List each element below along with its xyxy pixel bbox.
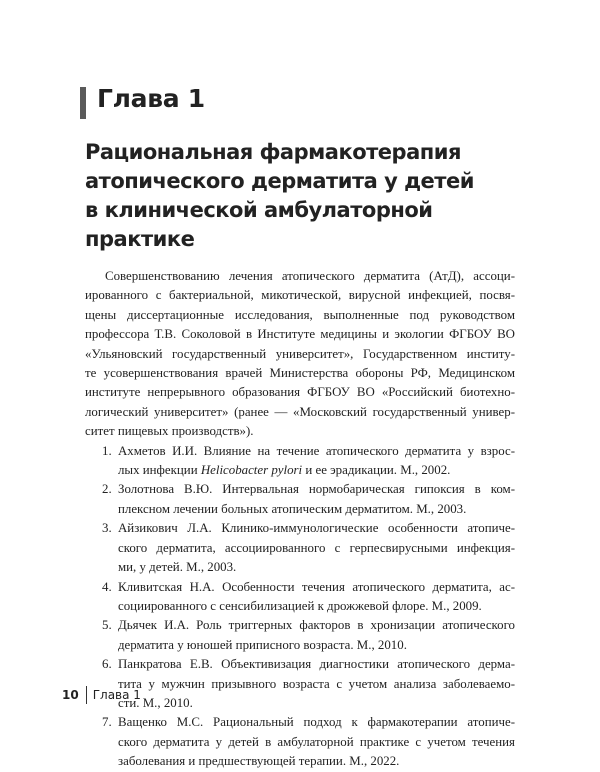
reference-line: Золотнова В.Ю. Интервальная нормобарическая гипоксия в ком- [118, 482, 515, 497]
reference-line: титa у мужчин призывного возраста с учетом анализа заболеваемо- [118, 676, 515, 691]
reference-line [118, 461, 515, 480]
body-text [85, 267, 515, 772]
intro-line: щены диссертационные исследования, выполненные под руководством [85, 307, 515, 322]
reference-line: Ващенко М.С. Рациональный подход к фармакотерапии атопиче- [118, 715, 515, 730]
reference-list [85, 442, 515, 772]
intro-line: ситет пищевых производств»). [85, 424, 254, 439]
reference-line: сти. М., 2010. [118, 695, 193, 710]
reference-number: 3. [102, 521, 112, 536]
reference-item [85, 655, 515, 713]
reference-line: ского дерматита, ассоциированного с герпесвирусными инфекция- [118, 540, 515, 555]
intro-line: те усовершенствования врачей Министерства обороны РФ, Медицинском [85, 366, 515, 381]
reference-text: и ее эрадикации. М., 2002. [302, 463, 451, 478]
intro-paragraph [85, 267, 515, 442]
reference-item [85, 519, 515, 577]
footer-divider [86, 686, 87, 704]
chapter-title-line: атопического дерматита у детей [85, 169, 474, 193]
chapter-title [85, 138, 525, 254]
running-title: Глава 1 [92, 688, 141, 702]
intro-line: логический университет» (ранее — «Московский государственный универ- [85, 404, 515, 419]
reference-line: Дьячек И.А. Роль триггерных факторов в хронизации атопического [118, 618, 515, 633]
chapter-title-line: практике [85, 227, 195, 251]
intro-line: профессора Т.В. Соколовой в Институте медицины и экологии ФГБОУ ВО [85, 327, 515, 342]
reference-item [85, 713, 515, 771]
reference-number: 4. [102, 579, 112, 594]
chapter-title-line: в клинической амбулаторной [85, 198, 433, 222]
page-number: 10 [62, 688, 79, 702]
reference-number: 7. [102, 715, 112, 730]
reference-line: ми, у детей. М., 2003. [118, 560, 237, 575]
reference-item [85, 442, 515, 481]
reference-number: 5. [102, 618, 112, 633]
reference-line: дерматита у юношей приписного возраста. М., 2010. [118, 637, 407, 652]
reference-line: ского дерматита у детей в амбулаторной практике с учетом течения [118, 734, 515, 749]
reference-line: Айзикович Л.А. Клинико-иммунологические особенности атопиче- [118, 521, 515, 536]
reference-number: 1. [102, 443, 112, 458]
reference-item [85, 578, 515, 617]
chapter-label: Глава 1 [97, 84, 205, 113]
chapter-title-line: Рациональная фармакотерапия [85, 140, 461, 164]
chapter-bar [80, 87, 86, 119]
reference-number: 2. [102, 482, 112, 497]
intro-line: «Ульяновский государственный университет», Государственном институ- [85, 346, 515, 361]
reference-line: заболевания и предшествующей терапии. М., 2022. [118, 754, 400, 769]
reference-line: плексном лечении больных атопическим дерматитом. М., 2003. [118, 501, 467, 516]
page-footer [62, 686, 141, 704]
reference-line: социированного с сенсибилизацией к дрожжевой флоре. М., 2009. [118, 598, 482, 613]
reference-number: 6. [102, 657, 112, 672]
intro-line: институте непрерывного образования ФГБОУ ВО «Российский биотехно- [85, 385, 515, 400]
reference-item [85, 616, 515, 655]
reference-item [85, 480, 515, 519]
reference-line: Ахметов И.И. Влияние на течение атопического дерматита у взрос- [118, 443, 515, 458]
intro-line: ированного с бактериальной, микотической, вирусной инфекцией, посвя- [85, 288, 515, 303]
reference-line: Кливитская Н.А. Особенности течения атопического дерматита, ас- [118, 579, 515, 594]
reference-italic-text: Helicobacter pylori [200, 463, 303, 478]
intro-line: Совершенствованию лечения атопического дерматита (АтД), ассоци- [105, 269, 515, 283]
reference-text: лых инфекции [118, 463, 201, 478]
reference-line: Панкратова Е.В. Объективизация диагностики атопического дерма- [118, 657, 515, 672]
